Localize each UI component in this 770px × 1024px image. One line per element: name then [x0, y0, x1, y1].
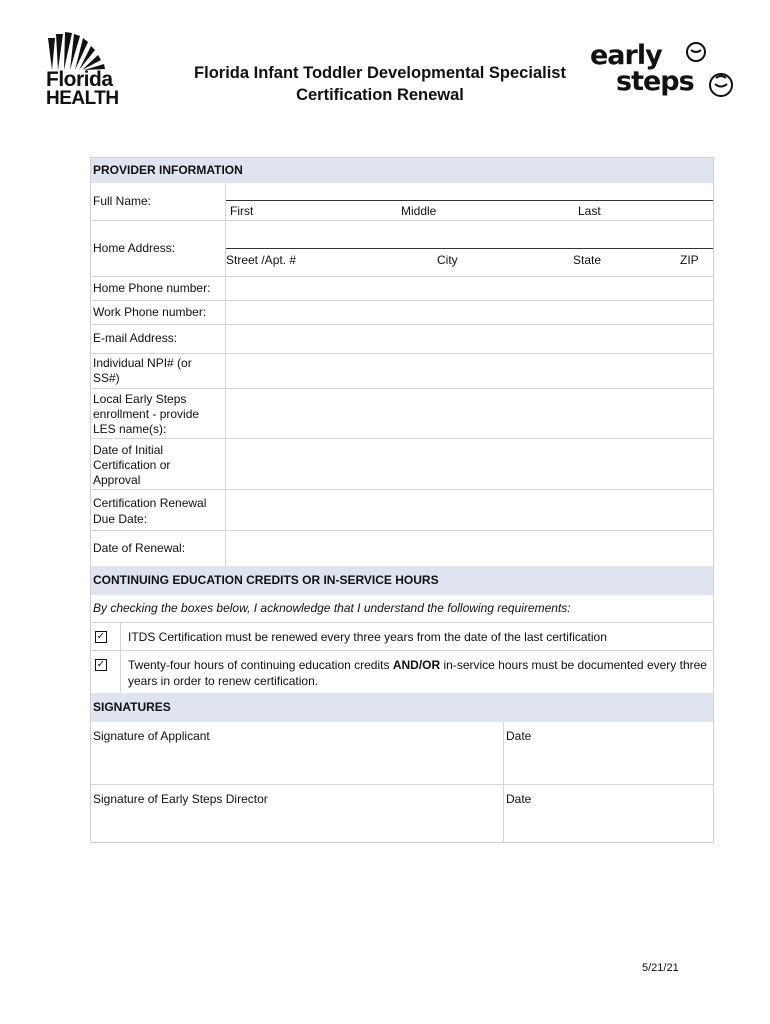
home-phone-field[interactable] [226, 277, 713, 300]
applicant-signature-label: Signature of Applicant [93, 729, 210, 743]
requirement-2-text-start: Twenty-four hours of continuing education credits [128, 658, 393, 672]
requirement-1-text: ITDS Certification must be renewed every three years from the date of the last certification [128, 630, 607, 644]
npi-label: Individual NPI# (or SS#) [93, 356, 192, 385]
renewal-date-field[interactable] [226, 531, 713, 566]
full-name-line [226, 200, 713, 201]
renewal-due-field[interactable] [226, 490, 713, 530]
home-phone-label: Home Phone number: [93, 281, 211, 295]
requirement-2-emphasis: AND/OR [392, 658, 441, 672]
title-line-1: Florida Infant Toddler Developmental Specialist [194, 64, 566, 82]
requirement-1-checkbox[interactable]: ✓ [96, 631, 106, 642]
city-label: City [437, 253, 458, 267]
first-name-label: First [230, 204, 254, 218]
les-field[interactable] [226, 389, 713, 438]
row-divider [91, 622, 713, 623]
certification-form [90, 157, 714, 843]
les-label: Local Early Steps enrollment - provide LES name(s): [93, 392, 200, 436]
early-wordmark: early [590, 40, 662, 71]
street-label: Street /Apt. # [226, 253, 297, 267]
requirement-2-text-end: in-service hours must be documented every three years in order to renew certification. [128, 658, 707, 688]
health-wordmark: HEALTH [46, 88, 119, 109]
state-label: State [573, 253, 602, 267]
renewal-date-label: Date of Renewal: [93, 541, 186, 555]
acknowledgement-text: By checking the boxes below, I acknowledge that I understand the following requirements: [93, 601, 571, 615]
provider-section-header: PROVIDER INFORMATION [91, 158, 713, 183]
zip-label: ZIP [680, 253, 699, 267]
middle-name-label: Middle [401, 204, 437, 218]
florida-wordmark: Florida [46, 68, 113, 91]
director-date-field[interactable] [504, 785, 713, 842]
florida-health-logo [46, 30, 119, 109]
sunburst-icon [46, 30, 116, 70]
version-date: 5/21/21 [642, 962, 679, 974]
work-phone-field[interactable] [226, 301, 713, 324]
email-label: E-mail Address: [93, 331, 178, 345]
last-name-label: Last [578, 204, 601, 218]
home-address-label: Home Address: [93, 241, 176, 255]
requirement-2-checkbox[interactable]: ✓ [96, 659, 106, 670]
full-name-label: Full Name: [93, 194, 152, 208]
title-line-2: Certification Renewal [296, 86, 464, 104]
applicant-signature-field[interactable] [91, 723, 502, 784]
row-divider [91, 650, 713, 651]
applicant-date-label: Date [506, 729, 532, 743]
baby-faces-icon [588, 38, 738, 108]
applicant-date-field[interactable] [504, 723, 713, 784]
director-signature-field[interactable] [91, 785, 502, 842]
director-date-label: Date [506, 792, 532, 806]
email-field[interactable] [226, 325, 713, 353]
ceu-section-header: CONTINUING EDUCATION CREDITS OR IN-SERVICE HOURS [91, 566, 713, 595]
signatures-section-header: SIGNATURES [91, 693, 713, 722]
steps-wordmark: steps [616, 66, 694, 97]
renewal-due-label: Certification Renewal Due Date: [93, 496, 207, 526]
home-address-line [226, 248, 713, 249]
initial-certification-label: Date of Initial Certification or Approval [93, 443, 171, 487]
requirement-2-text [128, 657, 708, 689]
form-title [170, 62, 590, 106]
director-signature-label: Signature of Early Steps Director [93, 792, 268, 806]
early-steps-logo [588, 38, 736, 108]
initial-certification-field[interactable] [226, 439, 713, 489]
checkbox-column-divider [120, 623, 121, 693]
row-divider [91, 220, 713, 221]
work-phone-label: Work Phone number: [93, 305, 207, 319]
npi-field[interactable] [226, 354, 713, 388]
